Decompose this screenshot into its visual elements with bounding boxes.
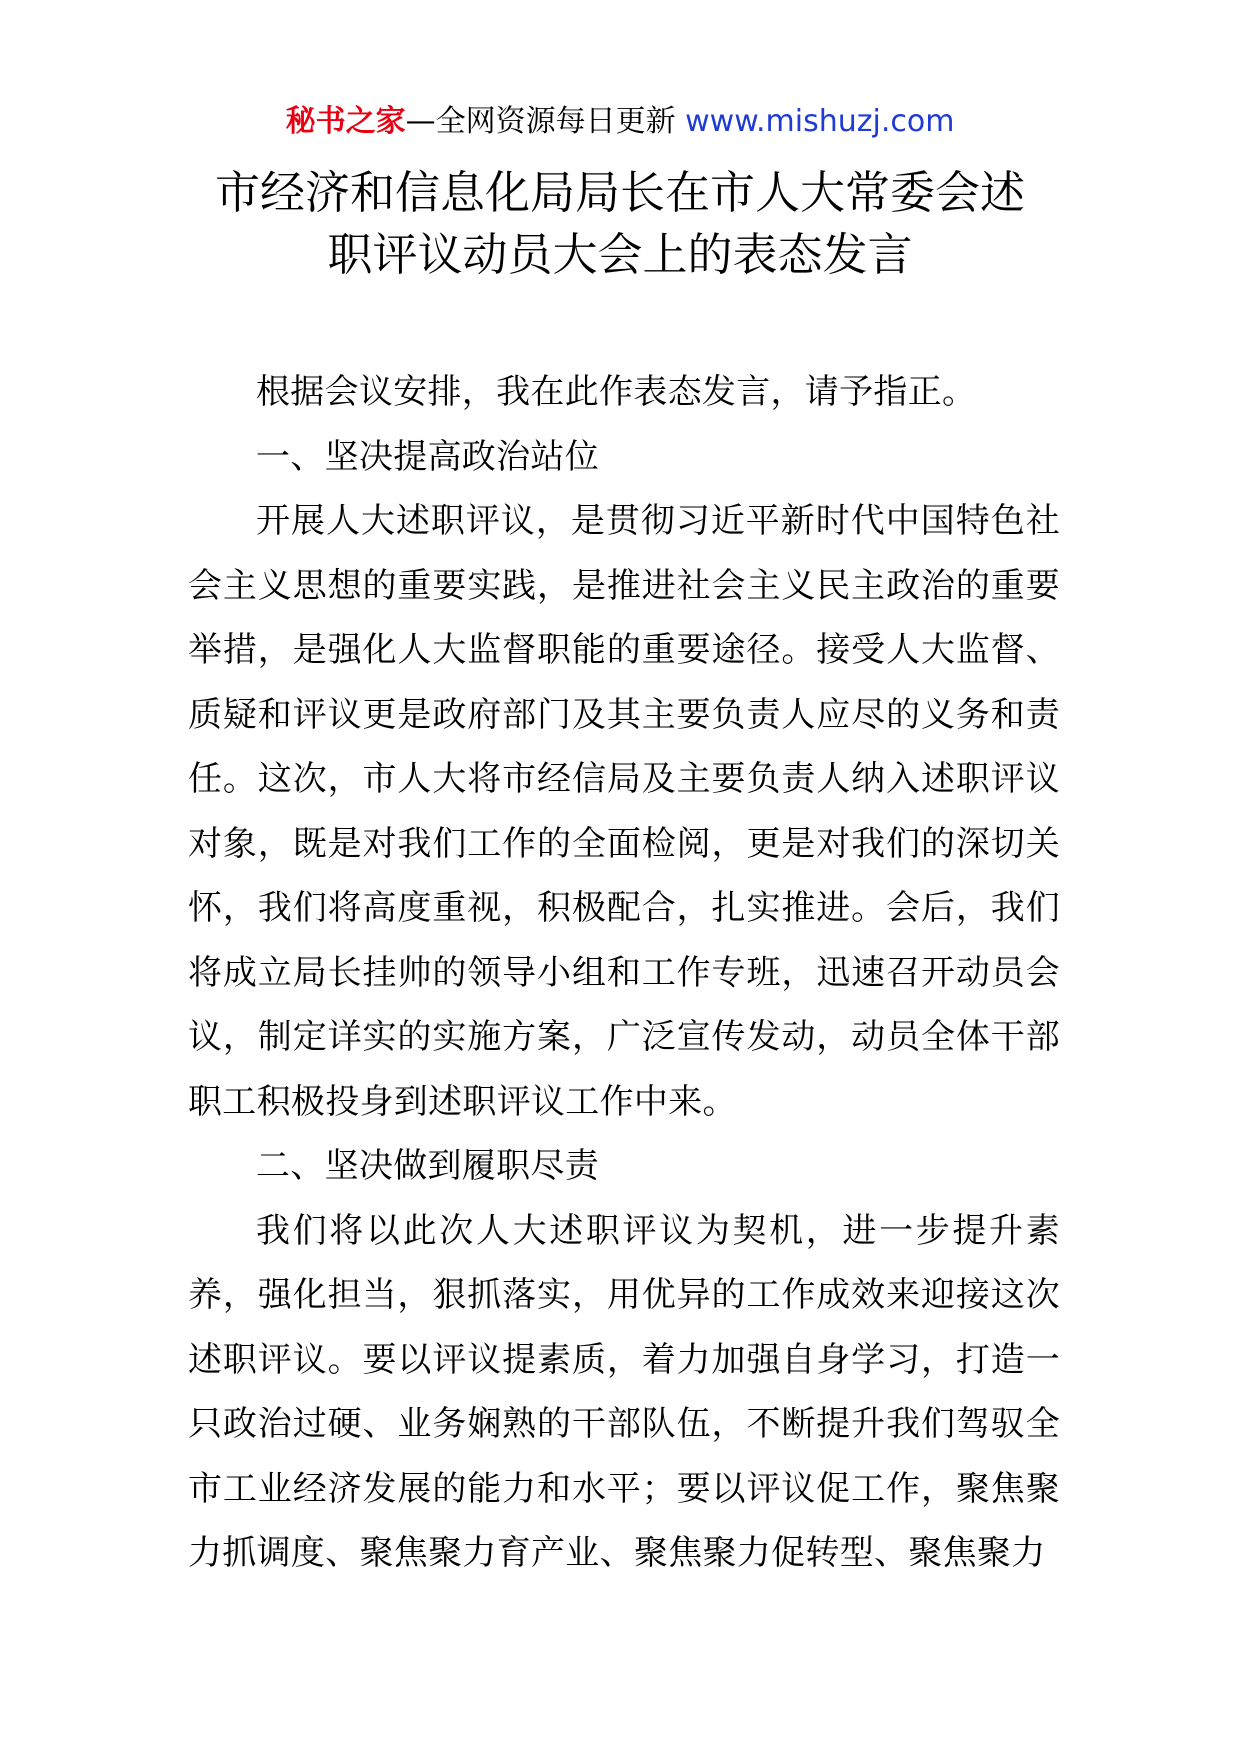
title-line-2: 职评议动员大会上的表态发言 [327, 228, 913, 281]
site-slogan: —全网资源每日更新 [405, 104, 676, 139]
intro-paragraph: 根据会议安排，我在此作表态发言，请予指正。 [256, 372, 977, 412]
brand-name: 秘书之家 [285, 104, 406, 139]
section-paragraph-2: 我们将以此次人大述职评议为契机，进一步提升素养，强化担当，狠抓落实，用优异的工作成效来迎接这次述职评议。要以评议提素质，着力加强自身学习，打造一只政治过硬、业务娴熟的干部队伍，不断提升我们驾驭全市工业经济发展的能力和水平；要以评议促工作，聚焦聚力抓调度、聚焦聚力育产业、聚焦聚力促转型、聚焦聚力 [188, 1210, 1060, 1573]
section-heading-1: 一、坚决提高政治站位 [256, 436, 599, 477]
document-body [188, 360, 1060, 1586]
site-watermark-header [0, 102, 1240, 142]
title-line-1: 市经济和信息化局局长在市人大常委会述 [214, 166, 1025, 219]
section-paragraph-1: 开展人大述职评议，是贯彻习近平新时代中国特色社会主义思想的重要实践，是推进社会主义民主政治的重要举措，是强化人大监督职能的重要途径。接受人大监督、质疑和评议更是政府部门及其主要负责人应尽的义务和责任。这次，市人大将市经信局及主要负责人纳入述职评议对象，既是对我们工作的全面检阅，更是对我们的深切关怀，我们将高度重视，积极配合，扎实推进。会后，我们将成立局长挂帅的领导小组和工作专班，迅速召开动员会议，制定详实的实施方案，广泛宣传发动，动员全体干部职工积极投身到述职评议工作中来。 [188, 501, 1060, 1122]
site-url: www.mishuzj.com [685, 104, 955, 139]
document-title [150, 162, 1090, 286]
section-heading-2: 二、坚决做到履职尽责 [256, 1146, 599, 1186]
